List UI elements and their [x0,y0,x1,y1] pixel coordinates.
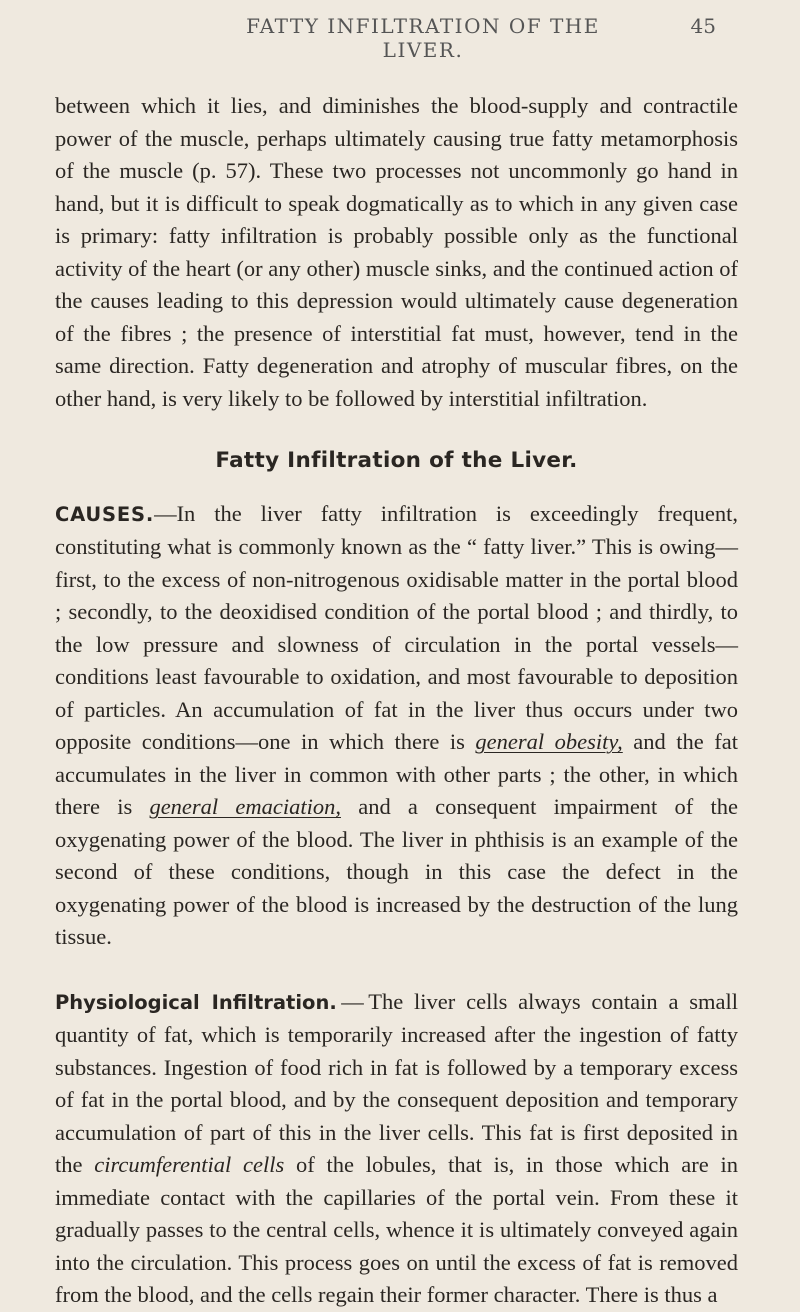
running-head: FATTY INFILTRATION OF THE LIVER. [246,14,600,62]
causes-term-general-emaciation: general emaciation, [149,794,341,819]
paragraph-continued: between which it lies, and diminishes the blood-supply and contractile power of the muscle, perhaps ultimately causing true fatty metamorphosis of the muscle (p. 57). These two processes not uncommonly go hand in hand, but it is difficult to speak dogmatically as to which in any given case is primary: fatty infiltration is probably possible only as the functional activity of the heart (or any other) muscle sinks, and the continued action of the causes leading to this depression would ultimately cause degeneration of the fibres ; the presence of interstitial fat must, however, tend in the same direction. Fatty degeneration and atrophy of muscular fibres, on the other hand, is very likely to be followed by interstitial infiltration. [55,93,738,411]
physiological-term-circumferential-cells: circumferential cells [94,1152,285,1177]
causes-text-2: and the fat accumulates in the liver in common with other parts ; the other, in which there is [55,729,738,819]
causes-text-3: and a consequent impairment of the oxygenating power of the blood. The liver in phthisis is an example of the second of these conditions, though in this case the defect in the oxygenating power of the blood is increased by the destruction of the lung tissue. [55,794,738,949]
body-text [55,90,738,1312]
causes-text-1: —In the liver fatty infiltration is exceedingly frequent, constituting what is commonly known as the “ fatty liver.” This is owing—first, to the excess of non-nitrogenous oxidisable matter in the portal blood ; secondly, to the deoxidised condition of the portal blood ; and thirdly, to the low pressure and slowness of circulation in the portal vessels—conditions least favourable to oxidation, and most favourable to deposition of particles. An accumulation of fat in the liver thus occurs under two opposite conditions—one in which there is [55,500,738,754]
section-heading: Fatty Infiltration of the Liver. [215,448,578,473]
physiological-text-2: of the lobules, that is, in those which are in immediate contact with the capillaries of the portal vein. From these it gradually passes to the central cells, whence it is ultimately conveyed again into the circulation. This process goes on until the excess of fat is removed from the blood, and the cells regain their former character. There is thus a [55,1152,738,1307]
physiological-run-in-heading: Physiological Infiltration. [55,990,337,1014]
causes-term-general-obesity: general obesity, [475,729,623,754]
paragraph-physiological [55,986,738,1312]
causes-run-in-heading: CAUSES. [55,502,155,526]
paragraph-causes [55,498,738,954]
page-number: 45 [690,14,716,38]
physiological-text-1: — The liver cells always contain a small quantity of fat, which is temporarily increased after the ingestion of fatty substances. Ingestion of food rich in fat is followed by a temporary excess of fat in the portal blood, and by the consequent deposition and temporary accumulation of part of this in the liver cells. This fat is first deposited in the [55,988,739,1177]
